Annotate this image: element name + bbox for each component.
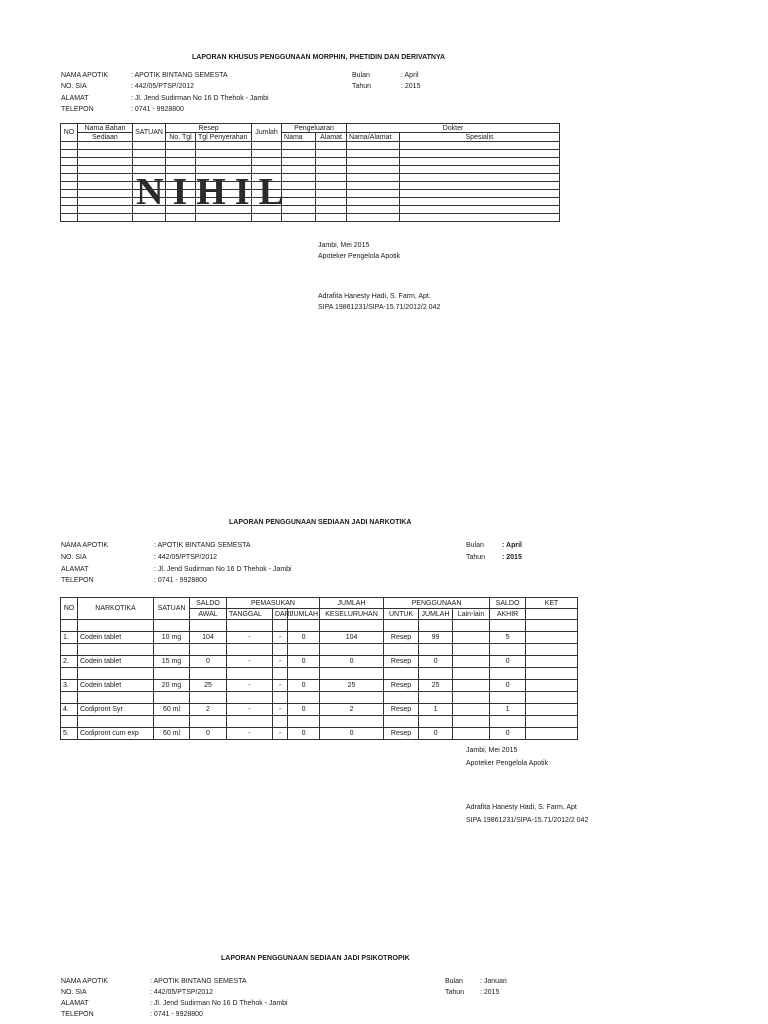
cell-jumlah: 0 (288, 680, 320, 692)
th-no-tgl: No. Tgl (166, 133, 196, 142)
s2-no-sia-value: : 442/05/PTSP/2012 (154, 554, 218, 561)
section1-title: LAPORAN KHUSUS PENGGUNAAN MORPHIN, PHETIDIN DAN DERIVATNYA (192, 54, 446, 61)
cell-no: 2. (61, 656, 78, 668)
cell-ket (526, 704, 578, 716)
th2-pemasukan: PEMASUKAN (227, 598, 320, 609)
th2-jumlah: JUMLAH (288, 609, 320, 620)
cell-tanggal: - (227, 680, 273, 692)
cell-name: Codein tablet (78, 632, 154, 644)
th2-saldo-akhir-1: SALDO (490, 598, 526, 609)
table-row (61, 680, 578, 692)
cell-saldo-akhir: 0 (490, 728, 526, 740)
table-row (61, 632, 578, 644)
th2-untuk: UNTUK (384, 609, 419, 620)
s3-telepon-label: TELEPON (61, 1011, 94, 1018)
th-jumlah: Jumlah (252, 124, 282, 142)
cell-lain (453, 704, 490, 716)
s2-sign-name: Adrafita Hanesty Hadi, S. Farm, Apt (466, 804, 577, 811)
th-pengeluaran: Pengeluaran (282, 124, 347, 133)
s1-tahun-label: Tahun (352, 83, 372, 90)
cell-name: Codein tablet (78, 680, 154, 692)
narkotika-table (60, 597, 578, 740)
cell-untuk: Resep (384, 656, 419, 668)
cell-lain (453, 632, 490, 644)
s2-alamat-label: ALAMAT (61, 566, 89, 573)
cell-untuk: Resep (384, 704, 419, 716)
cell-ket (526, 632, 578, 644)
morphin-table (60, 123, 560, 222)
s1-sign-role: Apoteker Pengelola Apotik (318, 253, 401, 260)
s2-no-sia-label: NO. SIA (61, 554, 87, 561)
table-row (61, 142, 560, 150)
s3-alamat-label: ALAMAT (61, 1000, 89, 1007)
th-no: NO (61, 124, 78, 142)
cell-saldo-awal: 0 (190, 656, 227, 668)
th2-no: NO (61, 598, 78, 620)
th2-penggunaan: PENGGUNAAN (384, 598, 490, 609)
s2-sign-role: Apoteker Pengelola Apotik (466, 760, 549, 767)
cell-saldo-akhir: 0 (490, 680, 526, 692)
cell-dari: - (273, 704, 288, 716)
th-nama-bahan: Nama Bahan (78, 124, 133, 133)
th-tgl-penyerahan: Tgl Penyerahan (196, 133, 252, 142)
cell-no: 4. (61, 704, 78, 716)
th2-ket: KET (526, 598, 578, 609)
th2-tanggal: TANGGAL (227, 609, 273, 620)
s3-no-sia-label: NO. SIA (61, 989, 87, 996)
s3-tahun-value: : 2015 (480, 989, 500, 996)
cell-saldo-awal: 104 (190, 632, 227, 644)
section3-title: LAPORAN PENGGUNAAN SEDIAAN JADI PSIKOTROPIK (221, 955, 410, 962)
cell-saldo-akhir: 0 (490, 656, 526, 668)
th2-saldo-akhir-2: AKHIR (490, 609, 526, 620)
s3-telepon-value: : 0741 - 9928800 (150, 1011, 203, 1018)
cell-keseluruhan: 2 (320, 704, 384, 716)
s2-nama-apotik-value: : APOTIK BINTANG SEMESTA (154, 542, 251, 549)
th-alamat: Alamat (316, 133, 347, 142)
s2-telepon-value: : 0741 - 9928800 (154, 577, 207, 584)
cell-tanggal: - (227, 728, 273, 740)
s1-telepon-label: TELEPON (61, 106, 94, 113)
s1-tahun-value: : 2015 (401, 83, 421, 90)
cell-name: Codein tablet (78, 656, 154, 668)
s3-no-sia-value: : 442/05/PTSP/2012 (150, 989, 214, 996)
s2-sign-sipa: SIPA 19861231/SIPA-15.71/2012/2 042 (466, 817, 589, 824)
th-spesialis: Spesialis (400, 133, 560, 142)
th2-narkotika: NARKOTIKA (78, 598, 154, 620)
cell-tanggal: - (227, 656, 273, 668)
s1-no-sia-value: : 442/05/PTSP/2012 (131, 83, 195, 90)
th-dokter: Dokter (347, 124, 560, 133)
cell-satuan: 20 mg (154, 680, 190, 692)
cell-jumlah: 0 (288, 632, 320, 644)
cell-keseluruhan: 0 (320, 728, 384, 740)
cell-lain (453, 728, 490, 740)
th2-jumlah2: JUMLAH (419, 609, 453, 620)
cell-keseluruhan: 104 (320, 632, 384, 644)
nihil-stamp: NIHIL (136, 171, 293, 213)
cell-ket (526, 680, 578, 692)
cell-jumlah-guna: 1 (419, 704, 453, 716)
cell-jumlah-guna: 0 (419, 656, 453, 668)
table-row (61, 728, 578, 740)
th-nama-alamat: Nama/Alamat (347, 133, 400, 142)
s2-bulan-label: Bulan (466, 542, 484, 549)
cell-name: Codipront cum exp (78, 728, 154, 740)
section2-title: LAPORAN PENGGUNAAN SEDIAAN JADI NARKOTIKA (229, 519, 412, 526)
cell-dari: - (273, 728, 288, 740)
th2-lain: Lain-lain (453, 609, 490, 620)
cell-satuan: 60 ml (154, 728, 190, 740)
cell-satuan: 15 mg (154, 656, 190, 668)
cell-no: 1. (61, 632, 78, 644)
cell-no: 5. (61, 728, 78, 740)
cell-dari: - (273, 680, 288, 692)
s1-nama-apotik-value: : APOTIK BINTANG SEMESTA (131, 72, 228, 79)
table-row (61, 150, 560, 158)
table-row (61, 704, 578, 716)
s1-alamat-value: : Jl. Jend Sudirman No 16 D Thehok - Jambi (131, 95, 269, 102)
s2-tahun-label: Tahun (466, 554, 486, 561)
th2-jumlah-kes-1: JUMLAH (320, 598, 384, 609)
cell-untuk: Resep (384, 632, 419, 644)
cell-saldo-akhir: 1 (490, 704, 526, 716)
cell-jumlah: 0 (288, 656, 320, 668)
s2-alamat-value: : Jl. Jend Sudirman No 16 D Thehok - Jambi (154, 566, 292, 573)
table-row (61, 158, 560, 166)
s1-bulan-label: Bulan (352, 72, 370, 79)
cell-jumlah: 0 (288, 728, 320, 740)
cell-no: 3. (61, 680, 78, 692)
cell-ket (526, 656, 578, 668)
s1-bulan-value: : April (401, 72, 419, 79)
cell-tanggal: - (227, 704, 273, 716)
s2-sign-place-date: Jambi, Mei 2015 (466, 747, 518, 754)
cell-jumlah-guna: 99 (419, 632, 453, 644)
cell-dari: - (273, 632, 288, 644)
s1-sign-sipa: SIPA 19861231/SIPA-15.71/2012/2 042 (318, 304, 441, 311)
cell-ket (526, 728, 578, 740)
cell-saldo-awal: 2 (190, 704, 227, 716)
cell-lain (453, 680, 490, 692)
cell-keseluruhan: 0 (320, 656, 384, 668)
cell-keseluruhan: 25 (320, 680, 384, 692)
cell-untuk: Resep (384, 728, 419, 740)
cell-lain (453, 656, 490, 668)
th2-saldo-awal-1: SALDO (190, 598, 227, 609)
table-row (61, 656, 578, 668)
s3-tahun-label: Tahun (445, 989, 465, 996)
cell-satuan: 60 ml (154, 704, 190, 716)
cell-satuan: 10 mg (154, 632, 190, 644)
th-sediaan: Sediaan (78, 133, 133, 142)
s2-tahun-value: : 2015 (502, 554, 522, 561)
s2-bulan-value: : April (502, 542, 522, 549)
s3-alamat-value: : Jl. Jend Sudirman No 16 D Thehok - Jambi (150, 1000, 288, 1007)
cell-saldo-awal: 25 (190, 680, 227, 692)
th-satuan: SATUAN (133, 124, 166, 142)
th2-satuan: SATUAN (154, 598, 190, 620)
cell-untuk: Resep (384, 680, 419, 692)
s2-telepon-label: TELEPON (61, 577, 94, 584)
s1-telepon-value: : 0741 - 9928800 (131, 106, 184, 113)
s3-bulan-value: : Januari (480, 978, 507, 985)
s1-sign-name: Adrafita Hanesty Hadi, S. Farm, Apt. (318, 293, 431, 300)
s1-alamat-label: ALAMAT (61, 95, 89, 102)
s3-bulan-label: Bulan (445, 978, 463, 985)
s2-nama-apotik-label: NAMA APOTIK (61, 542, 109, 549)
cell-saldo-awal: 0 (190, 728, 227, 740)
s1-sign-place-date: Jambi, Mei 2015 (318, 242, 370, 249)
th2-saldo-awal-2: AWAL (190, 609, 227, 620)
cell-saldo-akhir: 5 (490, 632, 526, 644)
cell-name: Codipront Syr (78, 704, 154, 716)
th2-jumlah-kes-2: KESELURUHAN (320, 609, 384, 620)
s3-nama-apotik-value: : APOTIK BINTANG SEMESTA (150, 978, 247, 985)
cell-dari: - (273, 656, 288, 668)
s1-nama-apotik-label: NAMA APOTIK (61, 72, 109, 79)
cell-jumlah-guna: 0 (419, 728, 453, 740)
cell-tanggal: - (227, 632, 273, 644)
th2-dari: DARI (273, 609, 288, 620)
s3-nama-apotik-label: NAMA APOTIK (61, 978, 109, 985)
cell-jumlah-guna: 25 (419, 680, 453, 692)
cell-jumlah: 0 (288, 704, 320, 716)
th-nama: Nama (282, 133, 316, 142)
table-row (61, 214, 560, 222)
th-resep: Resep (166, 124, 252, 133)
s1-no-sia-label: NO. SIA (61, 83, 87, 90)
